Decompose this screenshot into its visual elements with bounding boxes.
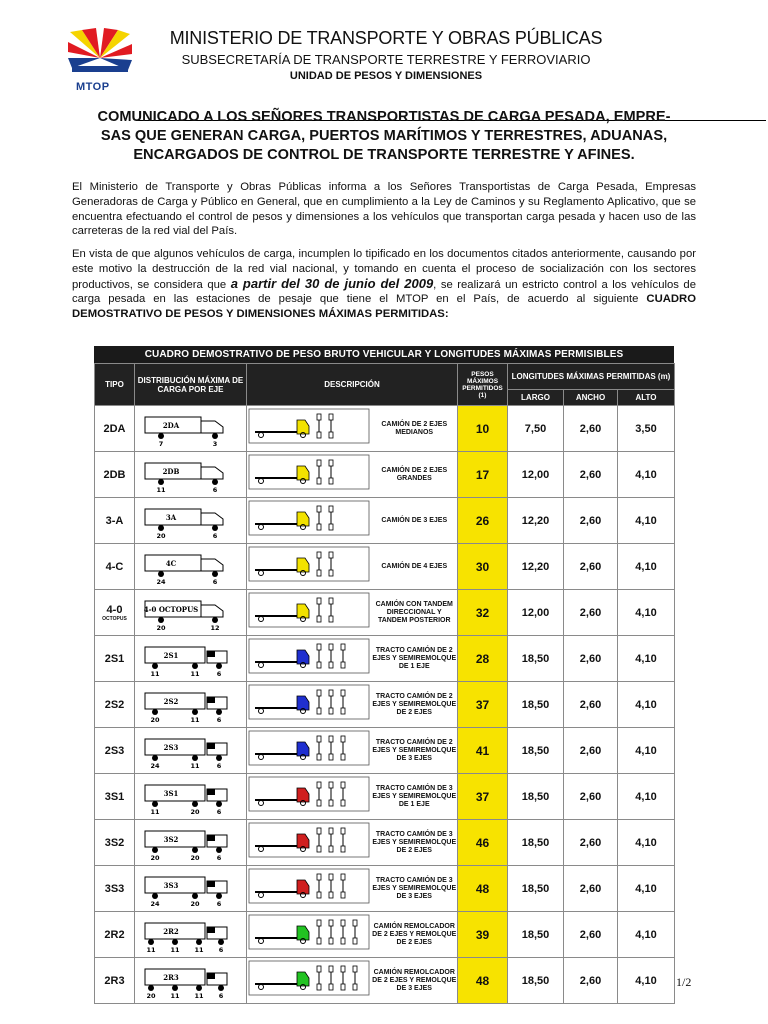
truck-side-view-icon [247, 498, 371, 538]
max-weight: 46 [458, 820, 508, 866]
table-row [95, 590, 675, 636]
truck-side-view-icon [247, 682, 371, 722]
truck-side-view-icon [247, 452, 371, 492]
truck-silhouette-icon [135, 777, 245, 817]
axle-distribution [135, 406, 247, 452]
vehicle-type-code: 2R2 [104, 928, 125, 941]
truck-side-view-icon [247, 866, 371, 906]
vehicle-label: 3S3 [163, 880, 179, 890]
max-width: 2,60 [564, 728, 618, 774]
table-row [95, 820, 675, 866]
max-weight: 41 [458, 728, 508, 774]
vehicle-label: 3S1 [163, 788, 179, 798]
vehicle-diagram [247, 866, 372, 912]
vehicle-type [95, 682, 135, 728]
vehicle-type-code: 3S3 [104, 882, 125, 895]
vehicle-type-code: 3S1 [104, 790, 125, 803]
vehicle-type-code: 2R3 [104, 974, 125, 987]
axle-load-label: 24 [150, 899, 160, 908]
truck-silhouette-icon [135, 869, 245, 909]
unit-title: UNIDAD DE PESOS Y DIMENSIONES [289, 70, 483, 82]
max-weight: 39 [458, 912, 508, 958]
axle-distribution [135, 728, 247, 774]
control-paragraph [72, 247, 696, 322]
axle-load-label: 6 [216, 853, 222, 862]
table-row [95, 912, 675, 958]
vehicle-type [95, 544, 135, 590]
axle-load-label: 7 [158, 439, 164, 448]
vehicle-description: TRACTO CAMIÓN DE 2 EJES Y SEMIREMOLQUE DE 1 EJE [372, 636, 458, 682]
vehicle-diagram [247, 682, 372, 728]
vehicle-description: TRACTO CAMIÓN DE 3 EJES Y SEMIREMOLQUE DE 1 EJE [372, 774, 458, 820]
vehicle-type [95, 452, 135, 498]
table-row [95, 636, 675, 682]
axle-load-label: 11 [190, 761, 200, 770]
axle-load-label: 3 [212, 439, 218, 448]
table-row [95, 452, 675, 498]
vehicle-diagram [247, 636, 372, 682]
vehicle-type-code: 2DA [103, 422, 126, 435]
vehicle-type-code: 2DB [103, 468, 126, 481]
max-width: 2,60 [564, 912, 618, 958]
subsecretaria-title: SUBSECRETARÍA DE TRANSPORTE TERRESTRE Y FERROVIARIO [181, 52, 591, 67]
ministry-title: MINISTERIO DE TRANSPORTE Y OBRAS PÚBLICAS [169, 28, 603, 48]
axle-load-label: 6 [216, 899, 222, 908]
axle-load-label: 20 [150, 715, 160, 724]
max-height: 4,10 [618, 866, 675, 912]
axle-load-label: 6 [212, 485, 218, 494]
max-weight: 32 [458, 590, 508, 636]
max-height: 4,10 [618, 958, 675, 1004]
vehicle-type [95, 958, 135, 1004]
axle-load-label: 6 [216, 807, 222, 816]
max-width: 2,60 [564, 774, 618, 820]
vehicle-type-code: 4-0 [106, 603, 123, 616]
control-paragraph-text: En vista de que algunos vehículos de carga, incumplen lo tipificado en los documentos citados anteriormente, causando por este motivo la destrucción de la red vial nacional, y tomando en cuenta el proceso de socialización con los sectores productivos, se considera que [72, 248, 696, 291]
control-paragraph-text: , se realizará un estricto control a los vehículos de carga pesada en las estaciones de pesaje que tiene el MTOP en el País, de acuerdo al siguiente [72, 278, 697, 306]
announcement-line: COMUNICADO A LOS SEÑORES TRANSPORTISTAS DE CARGA PESADA, EMPRE- [97, 109, 671, 125]
axle-load-label: 11 [190, 715, 200, 724]
axle-distribution [135, 774, 247, 820]
truck-side-view-icon [247, 958, 371, 998]
axle-distribution [135, 590, 247, 636]
vehicle-diagram [247, 912, 372, 958]
axle-load-label: 6 [218, 945, 224, 954]
max-weight: 30 [458, 544, 508, 590]
vehicle-label: 2S2 [163, 696, 179, 706]
max-weight: 17 [458, 452, 508, 498]
vehicle-label: 4C [165, 558, 177, 568]
axle-load-label: 11 [150, 807, 160, 816]
limits-table [94, 363, 675, 1004]
vehicle-label: 4-0 OCTOPUS [143, 604, 199, 614]
axle-load-label: 6 [212, 577, 218, 586]
table-row [95, 958, 675, 1004]
max-weight: 37 [458, 682, 508, 728]
vehicle-type [95, 406, 135, 452]
axle-load-label: 20 [150, 853, 160, 862]
max-length: 12,00 [508, 452, 564, 498]
announcement-line: SAS QUE GENERAN CARGA, PUERTOS MARÍTIMOS Y TERRESTRES, ADUANAS, [100, 128, 668, 144]
vehicle-description: TRACTO CAMIÓN DE 3 EJES Y SEMIREMOLQUE DE 2 EJES [372, 820, 458, 866]
vehicle-type-code: 2S2 [104, 698, 125, 711]
vehicle-type-code: 2S1 [104, 652, 125, 665]
max-width: 2,60 [564, 406, 618, 452]
table-row [95, 406, 675, 452]
max-length: 12,00 [508, 590, 564, 636]
truck-side-view-icon [247, 636, 371, 676]
truck-silhouette-icon [135, 409, 245, 449]
vehicle-type-code: 4-C [105, 560, 124, 573]
vehicle-description: CAMIÓN REMOLCADOR DE 2 EJES Y REMOLQUE DE 2 EJES [372, 912, 458, 958]
max-length: 7,50 [508, 406, 564, 452]
effective-date: a partir del 30 de junio del 2009 [230, 275, 434, 291]
weights-dimensions-table [94, 346, 674, 1004]
max-width: 2,60 [564, 498, 618, 544]
axle-distribution [135, 544, 247, 590]
letterhead [68, 24, 698, 98]
max-height: 4,10 [618, 912, 675, 958]
vehicle-type-subtitle: OCTOPUS [102, 615, 127, 622]
axle-distribution [135, 958, 247, 1004]
truck-side-view-icon [247, 820, 371, 860]
vehicle-type [95, 636, 135, 682]
header-longitudes: LONGITUDES MÁXIMAS PERMITIDAS (m) [508, 364, 675, 390]
vehicle-type [95, 866, 135, 912]
max-height: 4,10 [618, 820, 675, 866]
table-reference: CUADRO DEMOSTRATIVO DE PESOS Y DIMENSIONES MÁXIMAS PERMITIDAS: [72, 293, 696, 321]
max-width: 2,60 [564, 544, 618, 590]
truck-silhouette-icon [135, 455, 245, 495]
max-width: 2,60 [564, 866, 618, 912]
axle-load-label: 20 [190, 853, 200, 862]
truck-silhouette-icon [135, 639, 245, 679]
mtop-logo [68, 28, 136, 93]
max-width: 2,60 [564, 636, 618, 682]
vehicle-label: 2DA [162, 420, 180, 430]
truck-silhouette-icon [135, 915, 245, 955]
axle-distribution [135, 866, 247, 912]
max-width: 2,60 [564, 590, 618, 636]
table-row [95, 544, 675, 590]
truck-silhouette-icon [135, 593, 245, 633]
vehicle-type [95, 728, 135, 774]
axle-load-label: 11 [146, 945, 156, 954]
vehicle-description: TRACTO CAMIÓN DE 2 EJES Y SEMIREMOLQUE DE 3 EJES [372, 728, 458, 774]
header-ancho: ANCHO [564, 390, 618, 406]
truck-silhouette-icon [135, 731, 245, 771]
max-length: 18,50 [508, 912, 564, 958]
max-width: 2,60 [564, 452, 618, 498]
vehicle-diagram [247, 498, 372, 544]
axle-load-label: 11 [194, 945, 204, 954]
vehicle-type [95, 820, 135, 866]
header-descripcion: DESCRIPCIÓN [247, 364, 458, 406]
axle-load-label: 11 [170, 991, 180, 1000]
vehicle-type-code: 2S3 [104, 744, 125, 757]
axle-load-label: 6 [218, 991, 224, 1000]
axle-load-label: 20 [146, 991, 156, 1000]
axle-load-label: 11 [150, 669, 160, 678]
max-height: 3,50 [618, 406, 675, 452]
header-largo: LARGO [508, 390, 564, 406]
axle-load-label: 20 [156, 531, 166, 540]
axle-load-label: 6 [216, 715, 222, 724]
vehicle-description: TRACTO CAMIÓN DE 3 EJES Y SEMIREMOLQUE DE 3 EJES [372, 866, 458, 912]
vehicle-diagram [247, 452, 372, 498]
axle-distribution [135, 682, 247, 728]
header-distribucion: DISTRIBUCIÓN MÁXIMA DE CARGA POR EJE [135, 364, 247, 406]
truck-side-view-icon [247, 406, 371, 446]
max-width: 2,60 [564, 820, 618, 866]
axle-load-label: 6 [216, 669, 222, 678]
header-tipo: TIPO [95, 364, 135, 406]
vehicle-diagram [247, 728, 372, 774]
table-row [95, 728, 675, 774]
vehicle-type [95, 590, 135, 636]
vehicle-label: 2DB [162, 466, 180, 476]
axle-load-label: 11 [190, 669, 200, 678]
max-length: 12,20 [508, 544, 564, 590]
max-height: 4,10 [618, 728, 675, 774]
max-width: 2,60 [564, 958, 618, 1004]
vehicle-diagram [247, 406, 372, 452]
max-height: 4,10 [618, 452, 675, 498]
axle-load-label: 6 [216, 761, 222, 770]
truck-silhouette-icon [135, 501, 245, 541]
max-length: 18,50 [508, 774, 564, 820]
max-weight: 48 [458, 866, 508, 912]
header-alto: ALTO [618, 390, 675, 406]
axle-load-label: 12 [210, 623, 220, 632]
vehicle-label: 2R3 [163, 972, 179, 982]
truck-side-view-icon [247, 912, 371, 952]
truck-side-view-icon [247, 728, 371, 768]
truck-silhouette-icon [135, 685, 245, 725]
max-height: 4,10 [618, 590, 675, 636]
vehicle-diagram [247, 774, 372, 820]
intro-paragraph: El Ministerio de Transporte y Obras Públicas informa a los Señores Transportistas de Carga Pesada, Empresas Generadoras de Carga y Público en General, que en cumplimiento a la Ley de Caminos y su Reglamento Aplicativo, que se encuentra efectuando el control de pesos y dimensiones a los vehículos que transportan carga pesada y hacen uso de las carreteras de la red vial del País. [72, 181, 696, 238]
truck-silhouette-icon [135, 823, 245, 863]
truck-side-view-icon [247, 774, 371, 814]
vehicle-diagram [247, 590, 372, 636]
axle-load-label: 11 [194, 991, 204, 1000]
truck-silhouette-icon [135, 961, 245, 1001]
vehicle-label: 2S3 [163, 742, 179, 752]
axle-load-label: 11 [170, 945, 180, 954]
vehicle-type [95, 912, 135, 958]
max-length: 18,50 [508, 958, 564, 1004]
axle-load-label: 11 [156, 485, 166, 494]
table-row [95, 774, 675, 820]
max-length: 18,50 [508, 728, 564, 774]
vehicle-description: CAMIÓN DE 3 EJES [372, 498, 458, 544]
max-weight: 28 [458, 636, 508, 682]
vehicle-description: CAMIÓN REMOLCADOR DE 2 EJES Y REMOLQUE DE 3 EJES [372, 958, 458, 1004]
axle-load-label: 20 [190, 807, 200, 816]
axle-load-label: 20 [190, 899, 200, 908]
vehicle-type [95, 498, 135, 544]
logo-wordmark: MTOP [76, 81, 110, 93]
max-weight: 26 [458, 498, 508, 544]
vehicle-description: CAMIÓN DE 2 EJES MEDIANOS [372, 406, 458, 452]
axle-load-label: 20 [156, 623, 166, 632]
vehicle-label: 3S2 [163, 834, 179, 844]
max-height: 4,10 [618, 498, 675, 544]
axle-distribution [135, 452, 247, 498]
truck-silhouette-icon [135, 547, 245, 587]
vehicle-diagram [247, 958, 372, 1004]
announcement-line: ENCARGADOS DE CONTROL DE TRANSPORTE TERRESTRE Y AFINES. [133, 147, 635, 163]
vehicle-description: CAMIÓN CON TANDEM DIRECCIONAL Y TANDEM POSTERIOR [372, 590, 458, 636]
axle-distribution [135, 912, 247, 958]
max-width: 2,60 [564, 682, 618, 728]
max-length: 18,50 [508, 866, 564, 912]
axle-load-label: 24 [156, 577, 166, 586]
axle-load-label: 24 [150, 761, 160, 770]
max-weight: 10 [458, 406, 508, 452]
vehicle-diagram [247, 544, 372, 590]
vehicle-description: CAMIÓN DE 2 EJES GRANDES [372, 452, 458, 498]
vehicle-label: 2S1 [163, 650, 179, 660]
vehicle-label: 3A [165, 512, 177, 522]
axle-load-label: 6 [212, 531, 218, 540]
vehicle-description: CAMIÓN DE 4 EJES [372, 544, 458, 590]
truck-side-view-icon [247, 590, 371, 630]
page-number: 1/2 [676, 975, 692, 989]
max-weight: 37 [458, 774, 508, 820]
max-length: 12,20 [508, 498, 564, 544]
max-height: 4,10 [618, 544, 675, 590]
max-height: 4,10 [618, 682, 675, 728]
vehicle-label: 2R2 [163, 926, 179, 936]
header-pesos: PESOS MÁXIMOS PERMITIDOS (1) [458, 364, 508, 406]
table-row [95, 682, 675, 728]
vehicle-description: TRACTO CAMIÓN DE 2 EJES Y SEMIREMOLQUE DE 2 EJES [372, 682, 458, 728]
vehicle-diagram [247, 820, 372, 866]
table-row [95, 498, 675, 544]
table-title: CUADRO DEMOSTRATIVO DE PESO BRUTO VEHICULAR Y LONGITUDES MÁXIMAS PERMISIBLES [94, 346, 674, 363]
axle-distribution [135, 820, 247, 866]
vehicle-type-code: 3-A [105, 514, 124, 527]
vehicle-type [95, 774, 135, 820]
max-length: 18,50 [508, 682, 564, 728]
truck-side-view-icon [247, 544, 371, 584]
announcement-heading [72, 108, 696, 165]
max-length: 18,50 [508, 820, 564, 866]
table-row [95, 866, 675, 912]
axle-distribution [135, 636, 247, 682]
max-height: 4,10 [618, 774, 675, 820]
vehicle-type-code: 3S2 [104, 836, 125, 849]
max-length: 18,50 [508, 636, 564, 682]
max-weight: 48 [458, 958, 508, 1004]
max-height: 4,10 [618, 636, 675, 682]
axle-distribution [135, 498, 247, 544]
